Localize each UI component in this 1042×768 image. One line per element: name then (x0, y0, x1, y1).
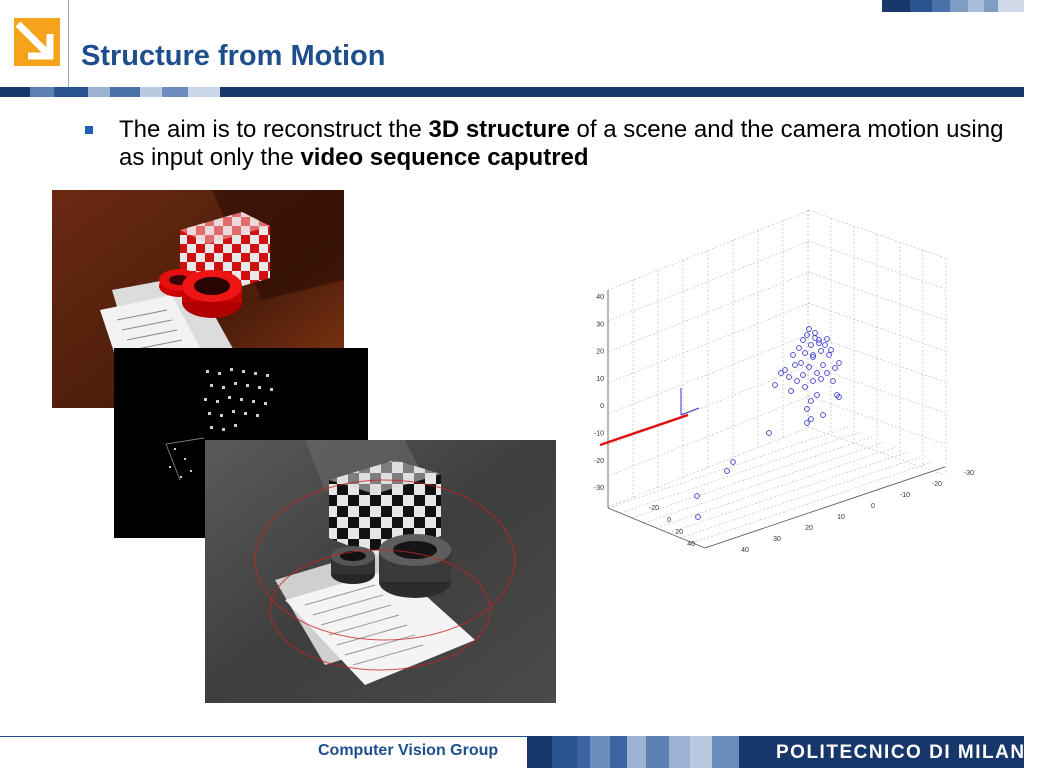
point-cloud-point (803, 351, 808, 356)
point-cloud-point (821, 363, 826, 368)
point-cloud-point (799, 361, 804, 366)
logo-divider (68, 0, 69, 88)
point-cloud-point (811, 379, 816, 384)
point-cloud-point (789, 389, 794, 394)
camera-axis-red (600, 415, 688, 445)
point-cloud-plot (575, 205, 975, 565)
vertical-tick-label: 30 (596, 321, 604, 329)
point-cloud-point (805, 421, 810, 426)
vertical-tick-label: 10 (596, 375, 604, 383)
point-cloud-point (809, 399, 814, 404)
point-cloud-point (805, 333, 810, 338)
depth-tick-label: -20 (648, 505, 659, 512)
point-cloud-point (803, 385, 808, 390)
point-cloud-point (825, 371, 830, 376)
point-cloud-point (837, 361, 842, 366)
arrow-logo-icon (0, 0, 68, 88)
scene-gray-image (205, 440, 556, 703)
vertical-tick-label: -20 (593, 457, 604, 465)
depth-tick-label: 20 (675, 529, 683, 536)
point-cloud-point (833, 366, 838, 371)
front-tick-label: 30 (773, 536, 781, 543)
point-cloud-point (773, 383, 778, 388)
slide-title: Structure from Motion (81, 40, 386, 72)
point-cloud-point (801, 338, 806, 343)
point-cloud-point (731, 460, 736, 465)
point-cloud-point (819, 349, 824, 354)
front-tick-label: -10 (899, 492, 911, 499)
camera-axis-blue-2 (681, 408, 699, 415)
point-cloud-point (787, 375, 792, 380)
point-cloud-point (827, 353, 832, 358)
front-tick-label: -20 (931, 481, 943, 488)
point-cloud-point (795, 379, 800, 384)
bullet-bold-3d-structure: 3D structure (428, 116, 570, 143)
bullet-text-part: The aim is to reconstruct the (119, 116, 429, 143)
vertical-tick-label: 20 (596, 348, 604, 356)
point-cloud-point (831, 379, 836, 384)
point-cloud-point (725, 469, 730, 474)
depth-tick-label: 40 (687, 541, 695, 548)
front-tick-label: 40 (741, 547, 749, 554)
front-tick-label: 20 (805, 525, 813, 532)
footer-group-name: Computer Vision Group (318, 742, 499, 759)
front-tick-label: 0 (871, 503, 875, 510)
bullet-bold-video-sequence: video sequence caputred (300, 144, 589, 171)
point-cloud-point (801, 373, 806, 378)
vertical-tick-label: -10 (593, 430, 604, 438)
front-tick-label: 10 (837, 514, 845, 521)
logo (0, 0, 68, 88)
point-cloud-point (805, 407, 810, 412)
point-cloud-point (813, 331, 818, 336)
vertical-tick-label: -30 (593, 485, 604, 493)
vertical-tick-label: 0 (600, 403, 604, 411)
depth-tick-label: 0 (667, 517, 671, 524)
point-cloud-point (819, 377, 824, 382)
point-cloud-point (807, 327, 812, 332)
point-cloud-point (696, 515, 701, 520)
point-cloud-point (821, 413, 826, 418)
point-cloud-point (815, 393, 820, 398)
scene-gray-frame (205, 440, 556, 703)
point-cloud-point (823, 343, 828, 348)
point-cloud-point (767, 431, 772, 436)
point-cloud-point (797, 346, 802, 351)
point-cloud-point (809, 417, 814, 422)
point-cloud-point (793, 363, 798, 368)
front-tick-label: -30 (963, 470, 975, 477)
point-cloud-point (809, 343, 814, 348)
point-cloud-point (817, 338, 822, 343)
bullet-text (119, 116, 1009, 172)
point-cloud-point (815, 371, 820, 376)
header-bar (0, 87, 1024, 97)
point-cloud-point (779, 371, 784, 376)
reconstruction-plot (575, 205, 975, 565)
top-color-strip (882, 0, 1024, 12)
institution-name: POLITECNICO DI MILANO (776, 742, 1042, 763)
bullet-marker (85, 126, 93, 134)
vertical-tick-label: 40 (596, 294, 604, 301)
bullet-text-part: of a scene and the camera motion using as input only the (119, 116, 1004, 171)
point-cloud-point (791, 353, 796, 358)
